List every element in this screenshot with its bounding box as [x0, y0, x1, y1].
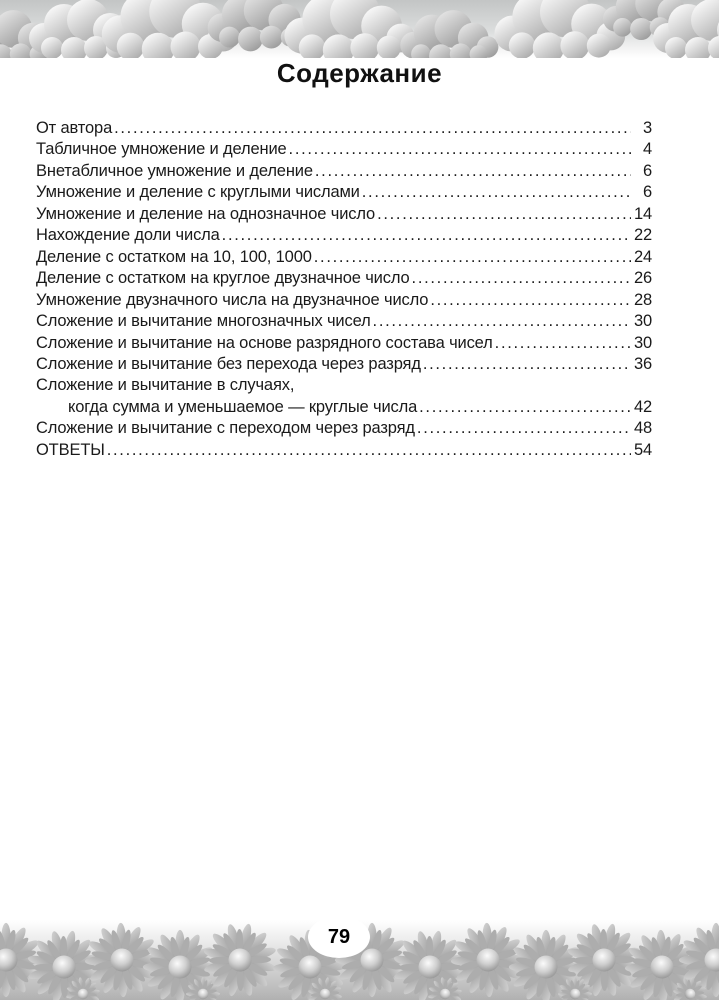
toc-entry-page: 28: [633, 290, 652, 309]
toc-entry: [36, 204, 652, 225]
toc-entry-label: Сложение и вычитание в случаях,: [36, 376, 295, 395]
toc-entry-label: Сложение и вычитание без перехода через разряд: [36, 354, 421, 373]
toc-entry-page: 30: [633, 333, 652, 352]
toc-entry: [36, 161, 652, 182]
toc-entry-page: 54: [633, 440, 652, 459]
toc-entry-page: 26: [633, 269, 652, 288]
toc-entry-page: 22: [633, 226, 652, 245]
dot-leader: [371, 311, 631, 332]
toc-entry: [36, 354, 652, 375]
toc-entry: [36, 418, 652, 439]
toc-entry-label: От автора: [36, 119, 113, 137]
toc-entry-page: 4: [642, 140, 652, 159]
toc-entry-label: когда сумма и уменьшаемое — круглые числа: [68, 397, 418, 416]
dot-leader: [421, 354, 631, 375]
toc-entry-page: 30: [633, 312, 652, 331]
toc-entry-page: 36: [633, 354, 652, 373]
toc-entry: [36, 247, 652, 268]
toc-entry: [36, 139, 652, 160]
dot-leader: [360, 182, 631, 203]
toc-entry: [36, 182, 652, 203]
toc-entry-label: Внетабличное умножение и деление: [36, 161, 313, 180]
page-number-badge: [308, 916, 370, 958]
toc-entry-label: Умножение двузначного числа на двузначное число: [36, 290, 429, 309]
toc-entry: [36, 311, 652, 332]
toc-entry-page: 3: [642, 119, 652, 137]
toc-entry-page: 48: [633, 419, 652, 438]
dot-leader: [105, 440, 631, 461]
dot-leader: [313, 161, 631, 182]
toc-entry-label: Сложение и вычитание с переходом через разряд: [36, 419, 415, 438]
toc-entry-label: Деление с остатком на 10, 100, 1000: [36, 247, 312, 266]
toc-entry: [36, 290, 652, 311]
toc-entry-label: Деление с остатком на круглое двузначное число: [36, 269, 410, 288]
toc-entry: [36, 397, 652, 418]
toc-entry-label: Нахождение доли числа: [36, 226, 220, 245]
dot-leader: [287, 139, 631, 160]
cloud-border-icon: [0, 0, 719, 58]
dot-leader: [220, 225, 631, 246]
toc-entry: [36, 268, 652, 289]
toc-list: [36, 118, 652, 461]
toc-entry-page: 42: [633, 397, 652, 416]
dot-leader: [415, 418, 631, 439]
toc-entry-label: Сложение и вычитание многозначных чисел: [36, 312, 371, 331]
toc-entry: [36, 375, 652, 396]
dot-leader: [375, 204, 631, 225]
dot-leader: [312, 247, 631, 268]
toc-entry: [36, 333, 652, 354]
toc-entry-label: Сложение и вычитание на основе разрядного состава чисел: [36, 333, 493, 352]
toc-entry-page: 24: [633, 247, 652, 266]
dot-leader: [410, 268, 631, 289]
toc-entry-label: Умножение и деление на однозначное число: [36, 204, 376, 223]
toc-entry-page: 6: [642, 183, 652, 202]
toc-entry: [36, 118, 652, 139]
dot-leader: [294, 375, 631, 396]
dot-leader: [112, 118, 631, 139]
toc-entry-label: Умножение и деление с круглыми числами: [36, 183, 360, 202]
toc-entry: [36, 225, 652, 246]
dot-leader: [417, 397, 631, 418]
toc-entry-label: Табличное умножение и деление: [36, 140, 287, 159]
page-number: 79: [327, 925, 351, 948]
toc-entry-page: 6: [642, 161, 652, 180]
dot-leader: [428, 290, 631, 311]
toc-entry-page: 14: [633, 204, 652, 223]
dot-leader: [493, 333, 631, 354]
toc-entry-label: ОТВЕТЫ: [36, 440, 105, 459]
page-title: Содержание: [276, 58, 443, 88]
toc-entry: [36, 440, 652, 461]
